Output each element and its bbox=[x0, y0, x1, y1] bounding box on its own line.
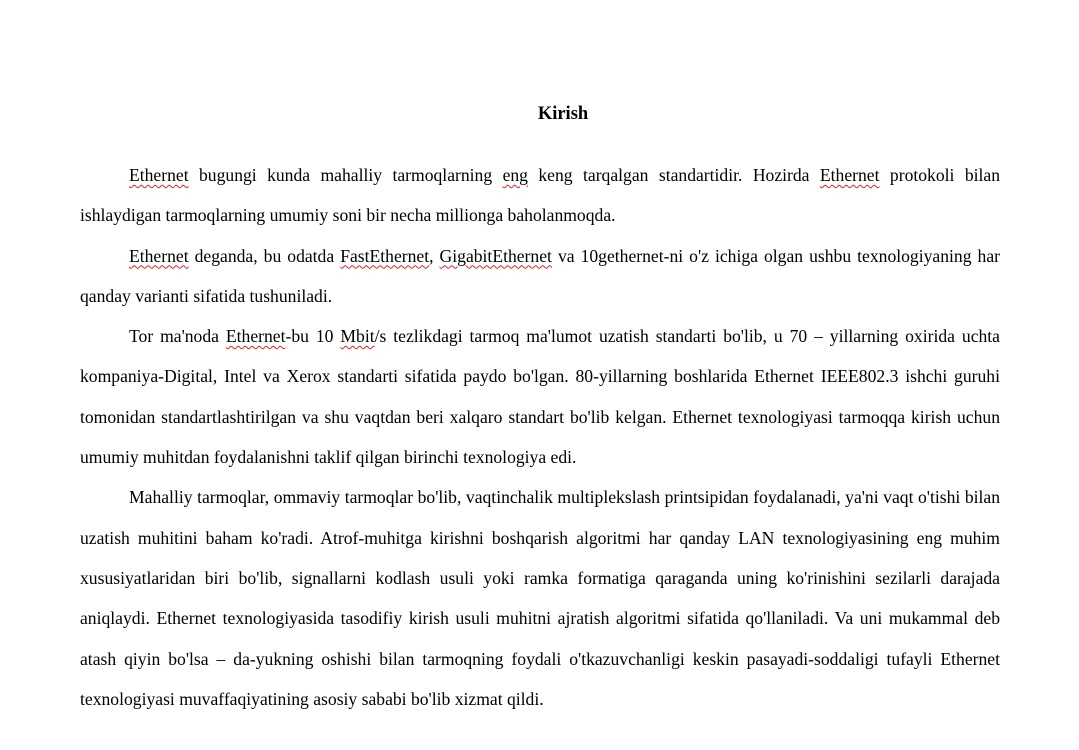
paragraph-4 bbox=[80, 477, 1000, 719]
misspelled-word[interactable]: GigabitEthernet bbox=[439, 245, 552, 266]
paragraph-1 bbox=[80, 155, 1000, 236]
misspelled-word[interactable]: Ethernet bbox=[225, 326, 286, 347]
paragraph-text: deganda, bu odatda bbox=[188, 245, 341, 266]
paragraph-text: -bu 10 bbox=[285, 326, 341, 347]
paragraph-text: keng tarqalgan standartidir. Hozirda bbox=[527, 165, 820, 185]
misspelled-word[interactable]: FastEthernet bbox=[340, 245, 430, 266]
paragraph-text: bugungi kunda mahalliy tarmoqlarning bbox=[188, 165, 503, 185]
document-title: Kirish bbox=[537, 104, 589, 124]
paragraph-text: Tor ma'noda bbox=[129, 326, 226, 347]
paragraph-text: /s tezlikdagi tarmoq ma'lumot uzatish standarti bo'lib, u 70 – yillarning oxirida uchta kompaniya-Digital, Intel va Xerox standarti sifatida paydo bo'lgan. 80-yillarning boshlarida Ethernet IEEE802.3 ishchi guruhi tomonidan standartlashtirilgan va shu vaqtdan beri xalqaro standart bo'lib kelgan. Ethernet texnologiyasi tarmoqqa kirish uchun umumiy muhitdan foydalanishni taklif qilgan birinchi texnologiya edi. bbox=[80, 326, 1000, 468]
paragraph-3 bbox=[80, 316, 1000, 477]
paragraph-2 bbox=[80, 236, 1000, 317]
paragraph-text: , bbox=[429, 245, 440, 266]
document-body bbox=[80, 155, 1000, 719]
paragraph-text: va 10gethernet-ni o'z ichiga olgan ushbu texnologiyaning har qanday varianti sifatida tushuniladi. bbox=[80, 245, 1000, 306]
paragraph-text: protokoli bilan ishlaydigan tarmoqlarning umumiy soni bir necha millionga baholanmoqda. bbox=[80, 165, 1001, 226]
misspelled-word[interactable]: Ethernet bbox=[129, 245, 189, 266]
misspelled-word[interactable]: eng bbox=[502, 165, 528, 185]
paragraph-text: Mahalliy tarmoqlar, ommaviy tarmoqlar bo'lib, vaqtinchalik multiplekslash printsipidan foydalanadi, ya'ni vaqt o'tishi bilan uzatish muhitini baham ko'radi. Atrof-muhitga kirishni boshqarish algoritmi har qanday LAN texnologiyasining eng muhim xususiyatlaridan biri bo'lib, signallarni kodlash usuli yoki ramka formatiga qaraganda uning ko'rinishini sezilarli darajada aniqlaydi. Ethernet texnologiyasida tasodifiy kirish usuli muhitni ajratish algoritmi sifatida qo'llaniladi. Va uni mukammal deb atash qiyin bo'lsa – da-yukning oshishi bilan tarmoqning foydali o'tkazuvchanligi keskin pasayadi-soddaligi tufayli Ethernet texnologiyasi muvaffaqiyatining asosiy sababi bo'lib xizmat qildi. bbox=[80, 487, 1000, 709]
misspelled-word[interactable]: Ethernet bbox=[129, 165, 189, 185]
misspelled-word[interactable]: Mbit bbox=[340, 326, 375, 347]
misspelled-word[interactable]: Ethernet bbox=[819, 165, 880, 185]
